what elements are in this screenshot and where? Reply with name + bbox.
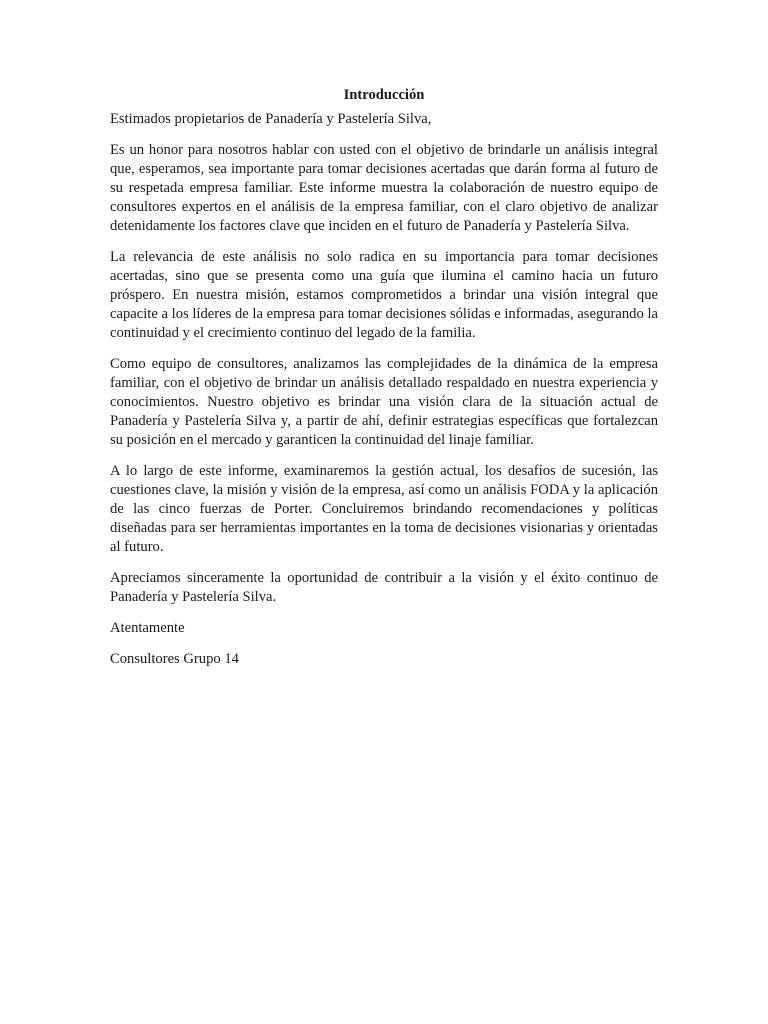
closing: Atentamente bbox=[110, 620, 185, 636]
paragraph-5: Apreciamos sinceramente la oportunidad de contribuir a la visión y el éxito continuo de Panadería y Pastelería Silva. bbox=[110, 570, 658, 605]
document-body bbox=[110, 86, 658, 681]
paragraph-4: A lo largo de este informe, examinaremos la gestión actual, los desafíos de sucesión, las cuestiones clave, la misión y visión de la empresa, así como un análisis FODA y la aplicación de las cinco fuerzas de Porter. Concluiremos brindando recomendaciones y políticas diseñadas para ser herramientas importantes en la toma de decisiones visionarias y orientadas al futuro. bbox=[110, 463, 658, 555]
greeting: Estimados propietarios de Panadería y Pastelería Silva, bbox=[110, 111, 432, 127]
paragraph-3: Como equipo de consultores, analizamos las complejidades de la dinámica de la empresa familiar, con el objetivo de brindar un análisis detallado respaldado en nuestra experiencia y conocimientos. Nuestro objetivo es brindar una visión clara de la situación actual de Panadería y Pastelería Silva y, a partir de ahí, definir estrategias específicas que fortalezcan su posición en el mercado y garanticen la continuidad del linaje familiar. bbox=[110, 356, 658, 448]
paragraph-2: La relevancia de este análisis no solo radica en su importancia para tomar decisiones acertadas, sino que se presenta como una guía que ilumina el camino hacia un futuro próspero. En nuestra misión, estamos comprometidos a brindar una visión integral que capacite a los líderes de la empresa para tomar decisiones sólidas e informadas, asegurando la continuidad y el crecimiento continuo del legado de la familia. bbox=[110, 249, 658, 341]
document-title: Introducción bbox=[343, 87, 425, 103]
signature: Consultores Grupo 14 bbox=[110, 651, 239, 667]
paragraph-1: Es un honor para nosotros hablar con usted con el objetivo de brindarle un análisis integral que, esperamos, sea importante para tomar decisiones acertadas que darán forma al futuro de su respetada empresa familiar. Este informe muestra la colaboración de nuestro equipo de consultores expertos en el análisis de la empresa familiar, con el claro objetivo de analizar detenidamente los factores clave que inciden en el futuro de Panadería y Pastelería Silva. bbox=[110, 142, 658, 234]
